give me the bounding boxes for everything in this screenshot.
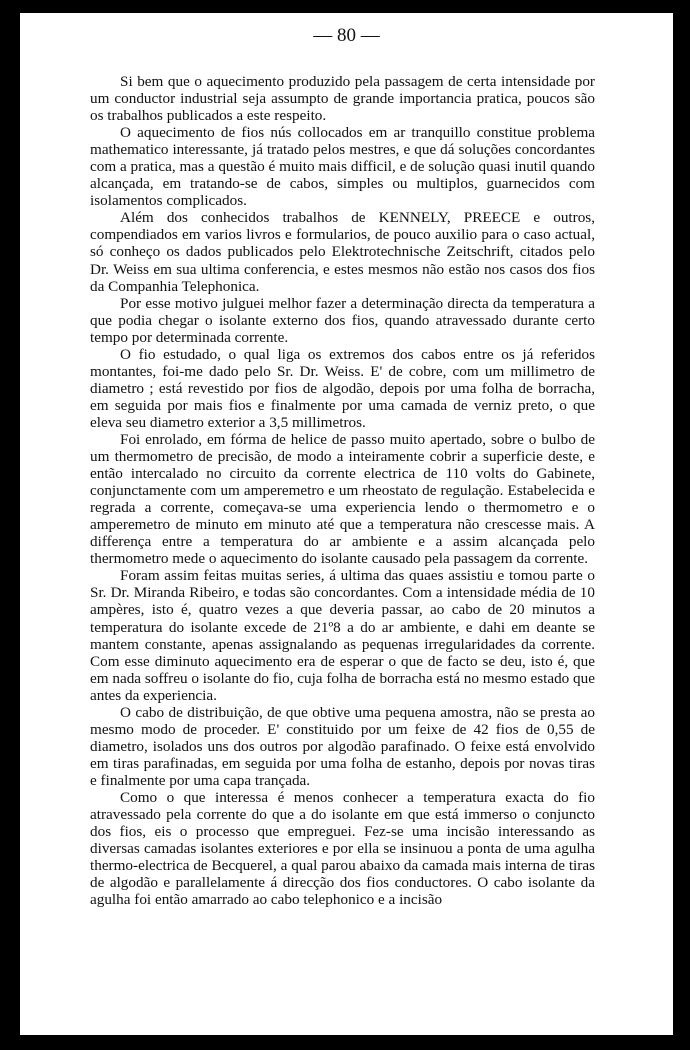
paragraph-3: Além dos conhecidos trabalhos de KENNELY, PREECE e outros, compendiados em varios livros e formularios, de pouco auxilio para o caso actual, só conheço os dados publicados pelo Elektrotechnische Zeitschrift, citados pelo Dr. Weiss em sua ultima conferencia, e estes mesmos não estão nos casos dos fios da Companhia Telephonica.: [90, 209, 595, 295]
body-text: [90, 73, 595, 908]
paragraph-5: O fio estudado, o qual liga os extremos dos cabos entre os já referidos montantes, foi-me dado pelo Sr. Dr. Weiss. E' de cobre, com um millimetro de diametro ; está revestido por fios de algodão, depois por uma folha de borracha, em seguida por mais fios e finalmente por uma camada de verniz preto, o que eleva seu diametro exterior a 3,5 millimetros.: [90, 345, 595, 431]
paragraph-8: O cabo de distribuição, de que obtive uma pequena amostra, não se presta ao mesmo modo de proceder. E' constituido por um feixe de 42 fios de 0,55 de diametro, isolados uns dos outros por algodão parafinado. O feixe está envolvido em tiras parafinadas, em seguida por uma folha de estanho, depois por novas tiras e finalmente por uma capa trançada.: [90, 703, 595, 789]
page-number: — 80 —: [313, 25, 380, 46]
book-page: [20, 13, 673, 1035]
paragraph-1: Si bem que o aquecimento produzido pela passagem de certa intensidade por um conductor industrial seja assumpto de grande importancia pratica, poucos são os trabalhos publicados a este respeito.: [90, 73, 595, 125]
paragraph-4: Por esse motivo julguei melhor fazer a determinação directa da temperatura a que podia chegar o isolante externo dos fios, quando atravessado durante certo tempo por determinada corrente.: [90, 294, 595, 346]
paragraph-9: Como o que interessa é menos conhecer a temperatura exacta do fio atravessado pela corrente do que a do isolante em que está immerso o conjuncto dos fios, eis o processo que empreguei. Fez-se uma incisão interessando as diversas camadas isolantes exteriores e por ella se insinuou a ponta de uma agulha thermo-electrica de Becquerel, a qual parou abaixo da camada mais interna de tiras de algodão e parallelamente á direcção dos fios conductores. O cabo isolante da agulha foi então amarrado ao cabo telephonico e a incisão: [90, 788, 595, 909]
paragraph-2: O aquecimento de fios nús collocados em ar tranquillo constitue problema mathematico interessante, já tratado pelos mestres, e que dá soluções concordantes com a pratica, mas a questão é muito mais difficil, e de solução quasi inutil quando alcançada, em tratando-se de cabos, simples ou multiplos, guarnecidos com isolamentos complicados.: [90, 124, 595, 210]
paragraph-6: Foi enrolado, em fórma de helice de passo muito apertado, sobre o bulbo de um thermometro de precisão, de modo a inteiramente cobrir a superficie deste, e então intercalado no circuito da corrente electrica de 110 volts do Gabinete, conjunctamente com um amperemetro e um rheostato de regulação. Estabelecida e regrada a corrente, começava-se uma experiencia lendo o thermometro e o amperemetro de minuto em minuto até que a temperatura não crescesse mais. A differença entre a temperatura do ar ambiente e a assim alcançada pelo thermometro mede o aquecimento do isolante causado pela passagem da corrente.: [90, 430, 595, 568]
paragraph-7: Foram assim feitas muitas series, á ultima das quaes assistiu e tomou parte o Sr. Dr. Miranda Ribeiro, e todas são concordantes. Com a intensidade média de 10 ampères, isto é, quatro vezes a que deveria passar, ao cabo de 20 minutos a temperatura do isolante excede de 21º8 a do ar ambiente, e dahi em deante se mantem constante, apenas assignalando as pequenas irregularidades da corrente. Com esse diminuto aquecimento era de esperar o que de facto se deu, isto é, que em nada soffreu o isolante do fio, cuja folha de borracha está no mesmo estado que antes da experiencia.: [90, 567, 595, 704]
